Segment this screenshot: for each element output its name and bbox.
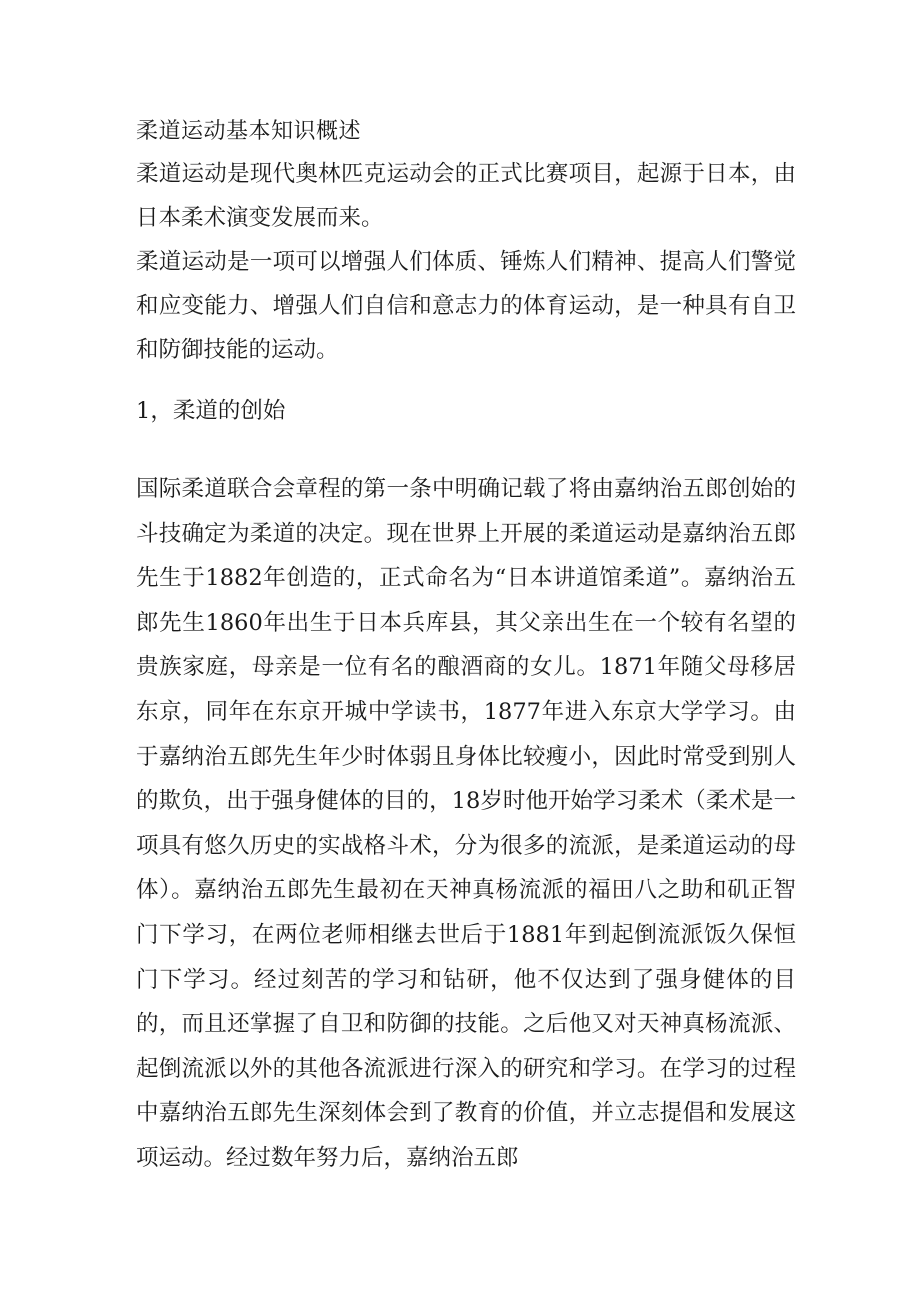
section-heading: 1，柔道的创始 bbox=[136, 398, 286, 424]
document-title: 柔道运动基本知识概述 bbox=[136, 119, 362, 144]
intro-paragraph-1: 柔道运动是现代奥林匹克运动会的正式比赛项目，起源于日本，由日本柔术演变发展而来。 bbox=[136, 161, 796, 231]
section-body-paragraph: 国际柔道联合会章程的第一条中明确记载了将由嘉纳治五郎创始的斗技确定为柔道的决定。现在世界上开展的柔道运动是嘉纳治五郎先生于1882年创造的，正式命名为“日本讲道馆柔道”。嘉纳治五郎先生1860年出生于日本兵库县，其父亲出生在一个较有名望的贵族家庭，母亲是一位有名的酿酒商的女儿。1871年随父母移居东京，同年在东京开城中学读书，1877年进入东京大学学习。由于嘉纳治五郎先生年少时体弱且身体比较瘦小，因此时常受到别人的欺负，出于强身健体的目的，18岁时他开始学习柔术（柔术是一项具有悠久历史的实战格斗术，分为很多的流派，是柔道运动的母体）。嘉纳治五郎先生最初在天神真杨流派的福田八之助和矶正智门下学习，在两位老师相继去世后于1881年到起倒流派饭久保恒门下学习。经过刻苦的学习和钻研，他不仅达到了强身健体的目的，而且还掌握了自卫和防御的技能。之后他又对天神真杨流派、起倒流派以外的其他各流派进行深入的研究和学习。在学习的过程中嘉纳治五郎先生深刻体会到了教育的价值，并立志提倡和发展这项运动。经过数年努力后，嘉纳治五郎 bbox=[136, 476, 796, 1171]
document-content bbox=[136, 112, 796, 1181]
intro-paragraph-2: 柔道运动是一项可以增强人们体质、锤炼人们精神、提高人们警觉和应变能力、增强人们自信和意志力的体育运动，是一种具有自卫和防御技能的运动。 bbox=[136, 249, 796, 363]
